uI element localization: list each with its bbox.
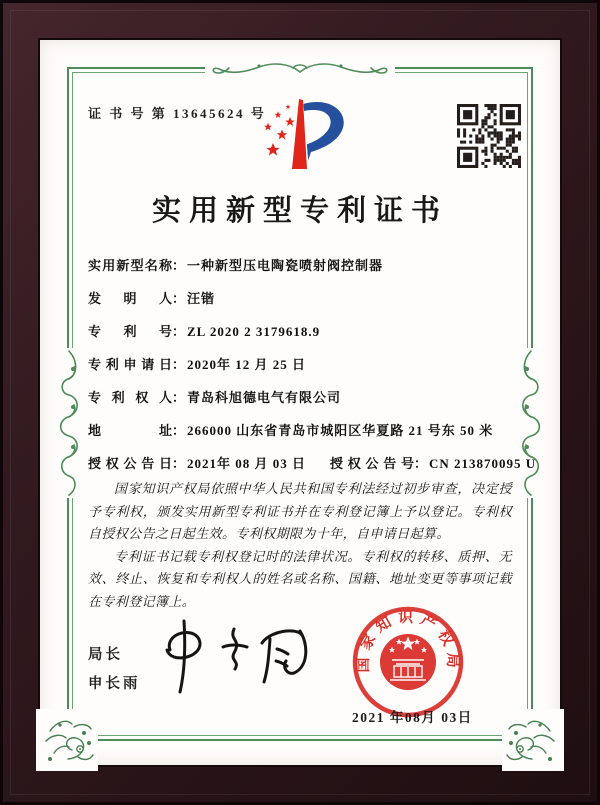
field-value: 青岛科旭德电气有限公司 (187, 390, 342, 405)
field-label: 地址 (88, 423, 172, 438)
field-row-address: 地址： 266000 山东省青岛市城阳区华夏路 21 号东 50 米 (88, 420, 514, 439)
field-value: 266000 山东省青岛市城阳区华夏路 21 号东 50 米 (187, 423, 494, 438)
field-label: 授权公告日 (88, 456, 172, 471)
field-label: 授权公告号 (330, 456, 414, 471)
field-label: 专利申请日 (88, 357, 172, 372)
field-value: CN 213870095 U (429, 456, 537, 471)
field-value: ZL 2020 2 3179618.9 (187, 324, 321, 339)
field-label: 实用新型名称 (88, 258, 172, 273)
field-row-grant: 授权公告日： 2021年 08 月 03 日 授权公告号： CN 213870095 U (88, 453, 514, 472)
field-pair-grant-no: 授权公告号： CN 213870095 U (330, 453, 536, 472)
field-label: 专利权人 (88, 390, 172, 405)
field-row-filing-date: 专利申请日： 2020年 12 月 25 日 (88, 354, 514, 373)
legal-paragraph-2: 专利证书记载专利权登记时的法律状况。专利权的转移、质押、无效、终止、恢复和专利权人的姓名或名称、国籍、地址变更等事项记载在专利登记簿上。 (88, 548, 512, 610)
field-row-name: 实用新型名称： 一种新型压电陶瓷喷射阀控制器 (88, 255, 514, 274)
commissioner-block (88, 641, 141, 699)
field-row-inventor: 发明人： 汪锴 (88, 288, 514, 307)
field-value: 2020年 12 月 25 日 (187, 357, 307, 372)
issue-date: 2021 年08月 03日 (352, 710, 473, 725)
field-value: 一种新型压电陶瓷喷射阀控制器 (187, 258, 384, 273)
commissioner-name: 申长雨 (88, 676, 141, 692)
field-value: 2021年 08 月 03 日 (187, 456, 307, 471)
field-label: 发明人 (88, 291, 172, 306)
logo-stars (264, 104, 295, 155)
certificate-number: 证 书 号 第 13645624 号 (88, 106, 267, 121)
qr-code (457, 104, 521, 168)
legal-text (88, 478, 512, 614)
cnipa-logo (243, 94, 359, 180)
commissioner-title: 局长 (88, 647, 123, 663)
certificate-title: 实用新型专利证书 (151, 195, 448, 227)
field-label: 专利号 (88, 324, 172, 339)
field-value: 汪锴 (187, 291, 216, 306)
field-row-patent-no: 专利号： ZL 2020 2 3179618.9 (88, 321, 514, 340)
commissioner-signature (150, 616, 330, 704)
legal-paragraph-1: 国家知识产权局依照中华人民共和国专利法经过初步审查，决定授予专利权，颁发实用新型专利证书并在专利登记簿上予以登记。专利权自授权公告之日起生效。专利权期限为十年，自申请日起算。 (88, 481, 512, 542)
seal-text: 国家知识产权局 (355, 609, 461, 674)
field-row-patentee: 专利权人： 青岛科旭德电气有限公司 (88, 387, 514, 406)
